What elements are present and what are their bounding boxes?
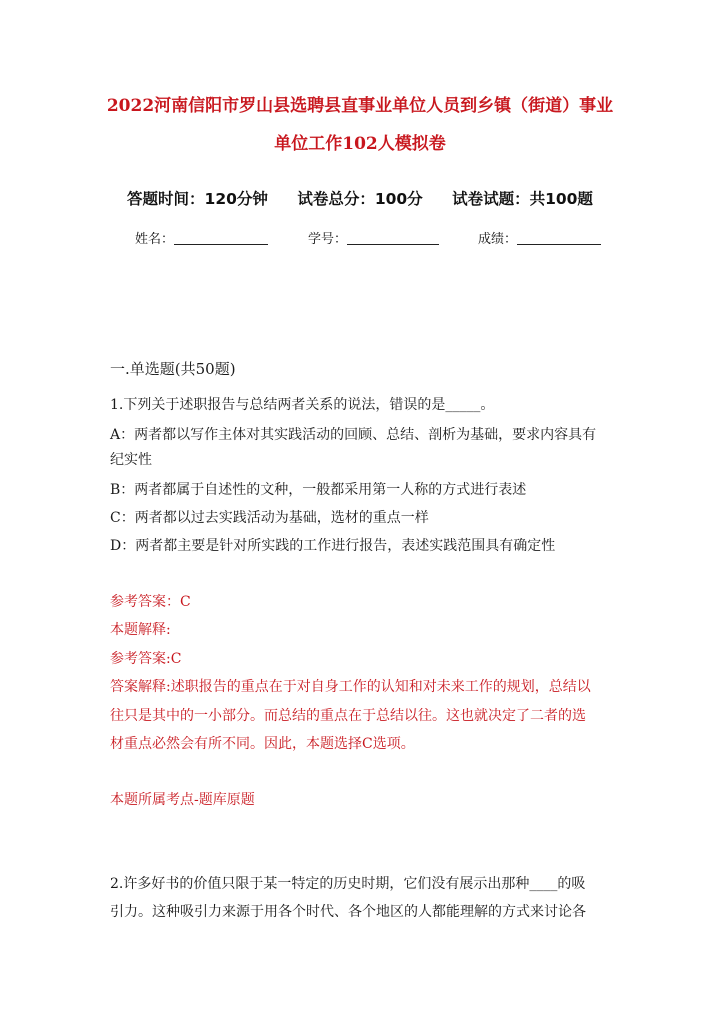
exam-question-count: 试卷试题：共100题 [452,190,593,208]
student-id-field [308,228,439,247]
exam-total-score: 试卷总分：100分 [297,190,423,208]
q1-explain-line1: 答案解释:述职报告的重点在于对自身工作的认知和对未来工作的规划，总结以 [110,679,591,695]
name-blank[interactable] [174,230,268,245]
q1-topic: 本题所属考点-题库原题 [110,792,255,808]
q1-option-b: B：两者都属于自述性的文种，一般都采用第一人称的方式进行表述 [110,482,527,498]
q1-explain-label: 本题解释: [110,622,171,638]
student-id-blank[interactable] [347,230,439,245]
q2-stem-line2: 引力。这种吸引力来源于用各个时代、各个地区的人都能理解的方式来讨论各 [110,904,586,920]
q1-stem: 1.下列关于述职报告与总结两者关系的说法，错误的是_____。 [110,397,495,413]
q1-option-c: C：两者都以过去实践活动为基础，选材的重点一样 [110,510,429,526]
exam-time: 答题时间：120分钟 [127,190,268,208]
student-id-label: 学号： [308,232,348,247]
q2-stem-line1: 2.许多好书的价值只限于某一特定的历史时期，它们没有展示出那种____的吸 [110,876,586,892]
q1-explain-line2: 往只是其中的一小部分。而总结的重点在于总结以往。这也就决定了二者的选 [110,708,586,724]
q1-explain-line3: 材重点必然会有所不同。因此，本题选择C选项。 [110,736,415,752]
exam-title-line1: 2022河南信阳市罗山县选聘县直事业单位人员到乡镇（街道）事业 [106,96,614,116]
q1-option-a-line1: A：两者都以写作主体对其实践活动的回顾、总结、剖析为基础，要求内容具有 [110,427,597,443]
exam-title-line2: 单位工作102人模拟卷 [274,134,446,154]
q1-answer-repeat: 参考答案:C [110,651,182,667]
score-blank[interactable] [517,230,601,245]
q1-option-d: D：两者都主要是针对所实践的工作进行报告，表述实践范围具有确定性 [110,538,556,554]
exam-meta [0,187,720,209]
score-label: 成绩： [478,232,518,247]
score-field [478,228,601,247]
section-title: 一.单选题(共50题) [110,360,236,378]
name-label: 姓名： [135,232,175,247]
q1-option-a-line2: 纪实性 [110,452,152,468]
name-field [135,228,268,247]
q1-answer: 参考答案：C [110,594,191,610]
